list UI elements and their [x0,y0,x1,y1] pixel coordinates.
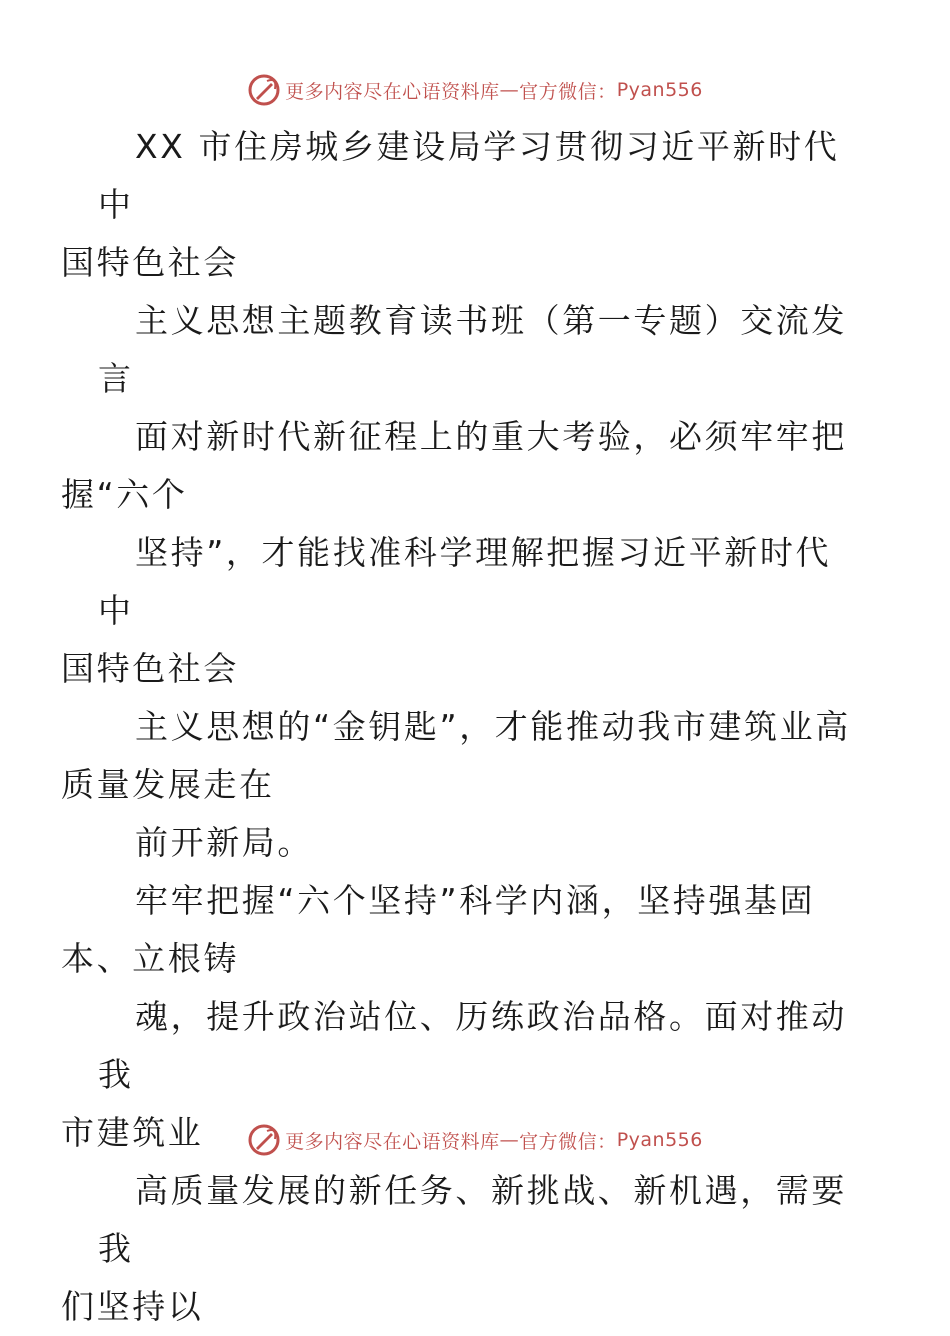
watermark-text: 更多内容尽在心语资料库 [285,80,500,103]
line: 前开新局。 [135,823,313,862]
quill-logo-icon [247,73,281,107]
watermark-text: 更多内容尽在心语资料库 [285,1130,500,1153]
watermark-account: Pyan556 [616,1129,703,1151]
paragraph-title-2 [98,292,858,408]
line: 高质量发展的新任务、新挑战、新机遇，需要我 [98,1171,847,1268]
footer-watermark [0,1120,950,1160]
paragraph [61,872,858,988]
line: 面对新时代新征程上的重大考验，必须牢牢把 [135,417,847,456]
paragraph [61,408,858,524]
line: 本、立根铸 [61,939,239,978]
paragraph-title-1 [61,118,858,292]
line: 质量发展走在 [61,765,275,804]
quill-logo-icon [247,1123,281,1157]
line: 牢牢把握“六个坚持”科学内涵，坚持强基固 [135,881,816,920]
line: 握“六个 [61,475,188,514]
watermark-label: 官方微信： [519,1130,617,1153]
line: 市建筑业 [61,1113,204,1152]
watermark-account: Pyan556 [616,79,703,101]
line: 们坚持以 [61,1287,204,1326]
header-watermark [0,70,950,110]
paragraph [61,524,858,698]
line: XX 市住房城乡建设局学习贯彻习近平新时代中 [98,127,840,224]
line: 国特色社会 [61,649,239,688]
line: 主义思想主题教育读书班（第一专题）交流发言 [98,301,847,398]
line: 魂，提升政治站位、历练政治品格。面对推动我 [98,997,847,1094]
line: 坚持”，才能找准科学理解把握习近平新时代中 [98,533,832,630]
watermark-label: 官方微信： [519,80,617,103]
paragraph [98,814,858,872]
line: 国特色社会 [61,243,239,282]
paragraph [61,698,858,814]
paragraph [61,1162,858,1336]
watermark-dash: — [499,1129,520,1151]
line: 主义思想的“金钥匙”，才能推动我市建筑业高 [135,707,851,746]
watermark-dash: — [499,79,520,101]
